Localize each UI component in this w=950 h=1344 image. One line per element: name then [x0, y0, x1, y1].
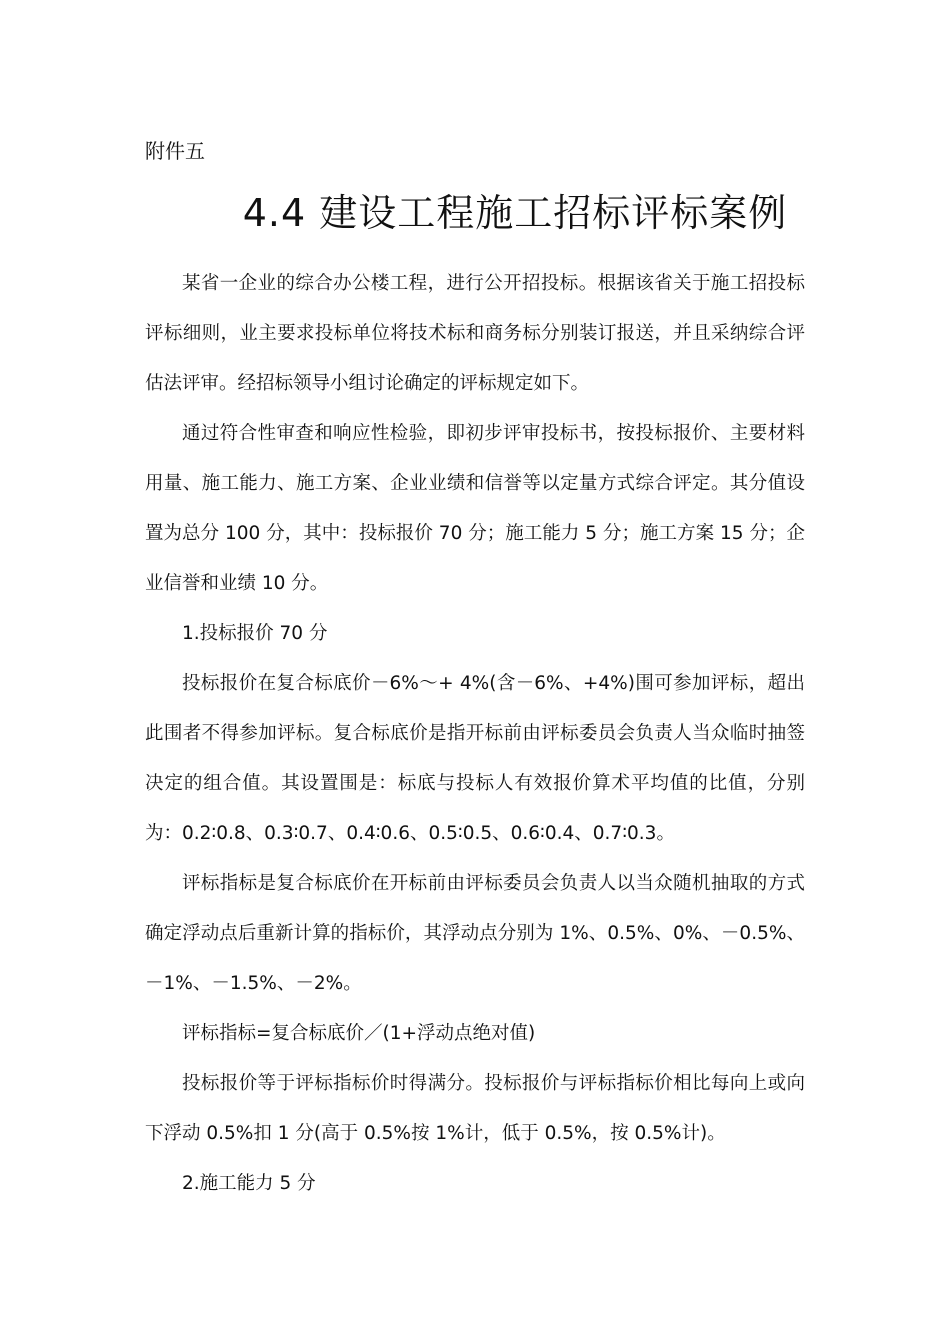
paragraph-evaluation-index: 评标指标是复合标底价在开标前由评标委员会负责人以当众随机抽取的方式确定浮动点后重新计算的指标价，其浮动点分别为 1%、0.5%、0%、－0.5%、－1%、－1.5%、－2%。 [145, 873, 805, 994]
paragraph-bid-price-range: 投标报价在复合标底价－6%～+ 4%(含－6%、+4%)围可参加评标，超出此围者不得参加评标。复合标底价是指开标前由评标委员会负责人当众临时抽签决定的组合值。其设置围是：标底与投标人有效报价算术平均值的比值，分别为：0.2∶0.8、0.3∶0.7、0.4∶0.6、0.5∶0.5、0.6∶0.4、0.7∶0.3。 [145, 673, 805, 844]
paragraph-scoring-overview: 通过符合性审查和响应性检验，即初步评审投标书，按投标报价、主要材料用量、施工能力、施工方案、企业业绩和信誉等以定量方式综合评定。其分值设置为总分 100 分，其中：投标报价 70 分；施工能力 5 分；施工方案 15 分；企业信誉和业绩 10 分。 [145, 423, 805, 594]
document-body [145, 259, 805, 1209]
attachment-label: 附件五 [145, 139, 205, 163]
section-heading-construction-capability: 2.施工能力 5 分 [182, 1173, 316, 1194]
paragraph-scoring-rule: 投标报价等于评标指标价时得满分。投标报价与评标指标价相比每向上或向下浮动 0.5%扣 1 分(高于 0.5%按 1%计，低于 0.5%，按 0.5%计)。 [145, 1073, 805, 1144]
section-heading-bid-price: 1.投标报价 70 分 [182, 623, 328, 644]
document-title: 4.4 建设工程施工招标评标案例 [242, 191, 788, 235]
paragraph-intro: 某省一企业的综合办公楼工程，进行公开招投标。根据该省关于施工招投标评标细则，业主要求投标单位将技术标和商务标分别装订报送，并且采纳综合评估法评审。经招标领导小组讨论确定的评标规定如下。 [145, 273, 805, 394]
paragraph-index-formula: 评标指标=复合标底价／(1+浮动点绝对值) [182, 1023, 536, 1044]
